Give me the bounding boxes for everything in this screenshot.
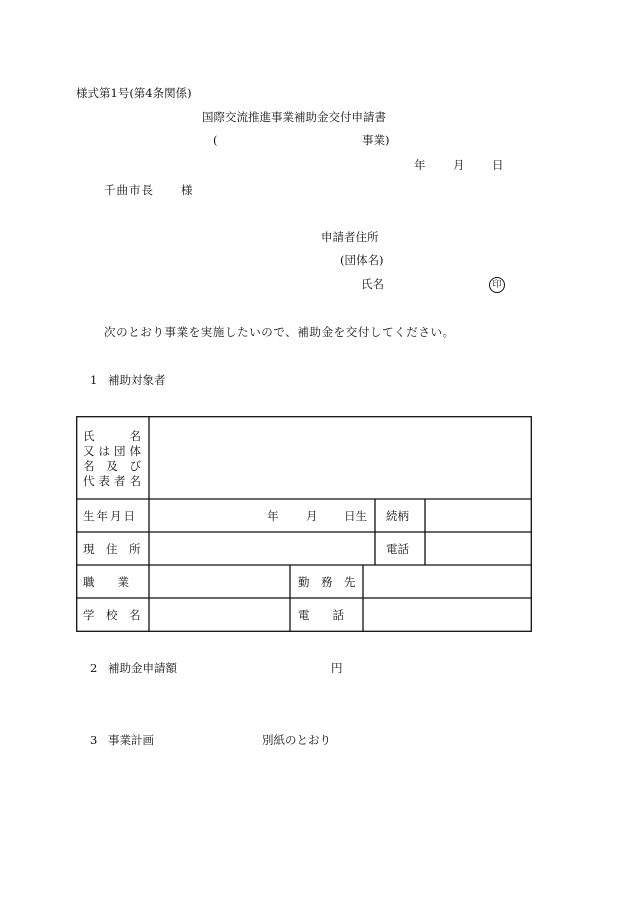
label-char: 氏	[83, 429, 95, 443]
section3-value: 別紙のとおり	[262, 733, 331, 747]
seal-char: 印	[492, 279, 502, 290]
section1-title: 補助対象者	[108, 373, 166, 387]
label-birth-date: 生年月日	[83, 509, 137, 523]
form-number: 様式第1号(第4条関係)	[76, 86, 192, 100]
birth-date-field[interactable]	[150, 500, 375, 532]
label-name-line3	[83, 461, 141, 473]
label-phone: 電話	[386, 542, 409, 556]
occupation-field[interactable]	[150, 566, 290, 598]
birth-month-unit: 月	[306, 509, 318, 523]
workplace-field[interactable]	[364, 566, 531, 598]
label-char: 名	[129, 429, 141, 443]
section2-unit: 円	[331, 661, 343, 675]
birth-year-unit: 年	[267, 509, 279, 523]
label-char: 代	[83, 474, 95, 488]
applicant-address-label: 申請者住所	[321, 230, 379, 244]
section2-title: 補助金申請額	[108, 661, 177, 675]
section3-title: 事業計画	[108, 733, 154, 747]
label-char: 表	[98, 474, 110, 488]
applicant-table	[76, 416, 532, 632]
relationship-field[interactable]	[426, 500, 531, 532]
label-char: は	[98, 444, 110, 458]
label-address: 現 住 所	[83, 542, 141, 556]
applicant-name-label: 氏名	[361, 277, 384, 291]
label-phone-2: 電 話	[298, 608, 344, 622]
body-text: 次のとおり事業を実施したいので、補助金を交付してください。	[104, 325, 455, 339]
date-day: 日	[492, 158, 504, 172]
label-char: 名	[129, 474, 141, 488]
label-relationship: 続柄	[386, 509, 409, 523]
label-name-line4	[83, 476, 141, 488]
address-field[interactable]	[150, 533, 375, 565]
subtitle-open: (	[213, 133, 218, 147]
label-school: 学 校 名	[83, 608, 141, 622]
school-field[interactable]	[150, 599, 290, 631]
label-char: 又	[83, 444, 95, 458]
addressee-honorific: 様	[181, 183, 193, 197]
label-workplace: 勤 務 先	[298, 575, 356, 589]
birth-day-unit: 日生	[344, 509, 367, 523]
name-field[interactable]	[150, 417, 531, 499]
date-month: 月	[453, 158, 465, 172]
section3-number: 3	[90, 733, 98, 747]
phone-field[interactable]	[426, 533, 531, 565]
label-name-line2	[83, 446, 141, 458]
section1-number: 1	[90, 373, 98, 387]
form-title: 国際交流推進事業補助金交付申請書	[202, 110, 386, 124]
subtitle-close: 事業)	[362, 133, 390, 147]
label-char: 団	[114, 444, 126, 458]
label-char: 者	[114, 474, 126, 488]
label-char: び	[129, 459, 141, 473]
label-occupation: 職 業	[83, 575, 129, 589]
label-char: 体	[129, 444, 141, 458]
label-char: 及	[106, 459, 118, 473]
addressee-mayor: 千曲市長	[104, 183, 154, 197]
section2-number: 2	[90, 661, 98, 675]
label-char: 名	[83, 459, 95, 473]
applicant-group-label: (団体名)	[340, 253, 384, 267]
date-year: 年	[414, 158, 426, 172]
label-name-line1	[83, 431, 141, 443]
phone-2-field[interactable]	[364, 599, 531, 631]
seal-mark	[489, 277, 505, 293]
